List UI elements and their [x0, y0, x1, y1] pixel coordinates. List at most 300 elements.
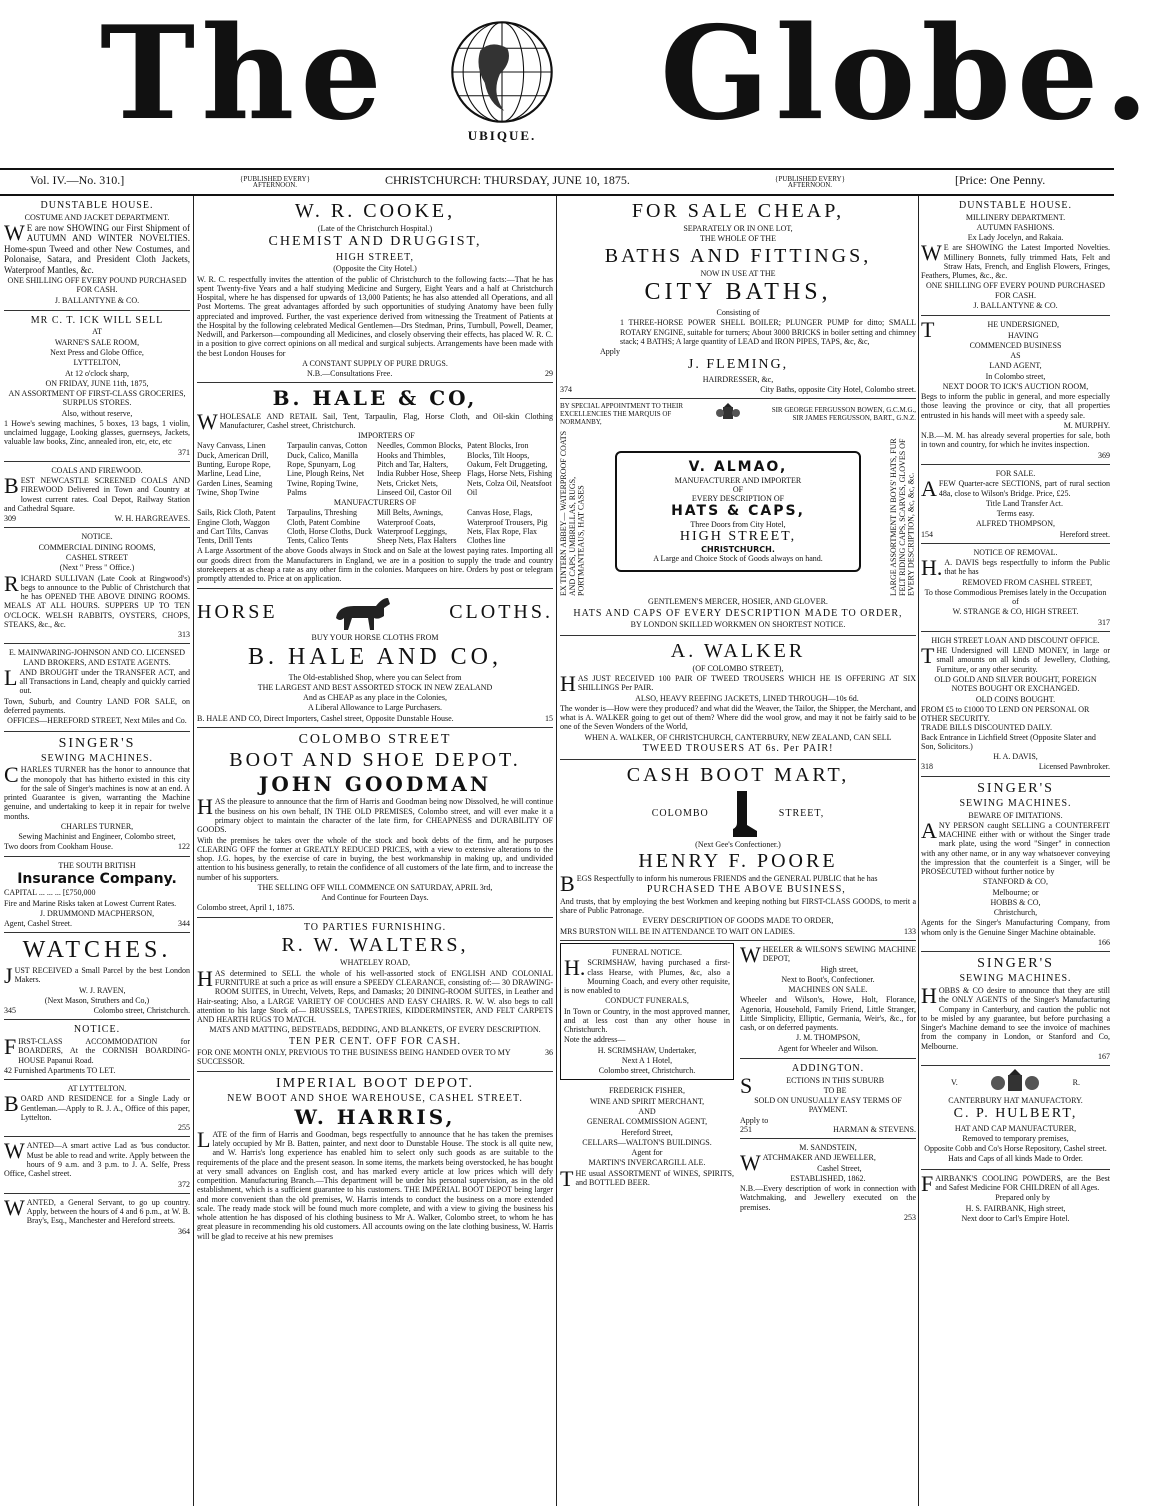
ad-line: OFFICES—HEREFORD STREET, Next Miles and Co.	[7, 716, 187, 726]
ad-title: AT LYTTELTON.	[67, 1084, 127, 1094]
ad-body: ANY PERSON caught SELLING a COUNTERFEIT MACHINE either with or without the Singer trade mark plate, using the word "Singer" in connection with any other name, or in any way whatsoever conveying the impression that the counterfeit is a Singer, will be PROSECUTED without further notice by	[921, 817, 1110, 877]
ad-footer	[921, 762, 1110, 771]
ad-number: 345	[4, 1006, 16, 1016]
ad-list	[197, 441, 553, 497]
ad-line: BY SPECIAL APPOINTMENT TO THEIR EXCELLENCIES THE MARQUIS OF NORMANBY,	[560, 402, 684, 427]
ad-signature: CHARLES TURNER,	[60, 821, 134, 831]
ad-line: Removed to temporary premises,	[962, 1133, 1069, 1143]
ad-body: The wonder is—How were they produced? and what did the Weaver, the Tailor, the Shipper, the Merchant, and what is A. WALKER going to get out of them? Where did the wool grow, and may it not be fairly said to be one of the Seven Wonders of the World,	[560, 703, 916, 732]
ad-title: SINGER'S	[977, 780, 1054, 796]
ad-wheeler-wilson	[740, 941, 916, 1059]
ad-name: C. P. HULBERT,	[953, 1106, 1078, 1122]
ad-sandstein	[740, 1139, 916, 1226]
ad-subtitle: SEWING MACHINES.	[959, 797, 1072, 809]
ad-number: 309	[4, 514, 16, 524]
ad-number: 29	[545, 369, 553, 379]
column-rule	[193, 196, 194, 1506]
ad-line: MACHINES ON SALE.	[788, 985, 868, 995]
ad-line: (Next Gee's Confectioner.)	[695, 839, 781, 849]
ad-title: HIGH STREET LOAN AND DISCOUNT OFFICE.	[931, 635, 1100, 645]
masthead-title-right: Globe.	[660, 0, 1155, 149]
ad-dunstable-millinery	[921, 196, 1110, 316]
ad-line: CASHEL STREET	[65, 553, 129, 563]
ad-subtitle: NEW BOOT AND SHOE WAREHOUSE, CASHEL STREET.	[227, 1092, 523, 1104]
ad-line: Cashel Street,	[817, 1163, 862, 1173]
ad-line: High street,	[820, 964, 859, 974]
ad-footer	[4, 919, 190, 928]
ad-horse-cloths	[197, 589, 553, 727]
ad-number: 317	[1098, 617, 1110, 627]
ad-signature: J. M. THOMPSON,	[795, 1033, 861, 1043]
ad-line: OF	[732, 484, 744, 494]
ad-line: BEWARE OF IMITATIONS.	[968, 810, 1063, 820]
globe-icon	[448, 18, 556, 126]
ad-line: GENTLEMEN'S MERCER, HOSIER, AND GLOVER.	[648, 597, 828, 607]
ad-title: FOR SALE.	[995, 468, 1036, 478]
ad-body: Wheeler and Wilson's, Howe, Holt, Florance, Agenoria, Household, Family Friend, Little Stranger, Little Simplicity, Elliptic, Germania, Weir's, &c., for cash, or on deferred payments.	[740, 995, 916, 1033]
ad-number: 313	[178, 630, 190, 640]
ad-body: Town, Suburb, and Country LAND FOR SALE, on deferred payments.	[4, 696, 190, 715]
ad-line: Apply	[600, 347, 620, 357]
ad-line: To those Commodious Premises lately in the Occupation of	[924, 587, 1107, 607]
ad-line: WINE AND SPIRIT MERCHANT,	[589, 1096, 705, 1106]
ad-line: BUY YOUR HORSE CLOTHS FROM	[311, 633, 439, 643]
ad-line: Next to Boot's, Confectioner.	[781, 974, 875, 984]
ad-line: THE WHOLE OF THE	[700, 234, 776, 244]
ad-for-sale-sections	[921, 465, 1110, 544]
ad-body: BOARD AND RESIDENCE for a Single Lady or Gentleman.—Apply to R. J. A., Office of this paper, Lyttelton.	[4, 1091, 190, 1122]
ad-number: 253	[904, 1212, 916, 1222]
ad-list-column: Canvas Hose, Flags, Waterproof Trousers, Pig Nets, Flax Rope, Flax Clothes line	[467, 508, 548, 546]
ad-title: WATCHES.	[22, 937, 172, 964]
ad-boarding	[4, 1020, 190, 1080]
ad-fairbank	[921, 1170, 1110, 1228]
ad-title: DUNSTABLE HOUSE.	[959, 200, 1072, 211]
ad-body: HOBBS & CO desire to announce that they are still the ONLY AGENTS of the Singer's Manufacturing Company in Canterbury, and caution the public not to be misled by any guarantee, but before purchasing a Singer's Machine demand to see the invoice of machines from the company in London, or Stanford and Co, Melbourne.	[921, 983, 1110, 1051]
ad-line: CHRISTCHURCH.	[701, 545, 775, 555]
ad-signature: W. J. RAVEN,	[79, 985, 126, 995]
ad-body: WATCHMAKER AND JEWELLER,	[740, 1150, 876, 1176]
ad-line: (Late of the Christchurch Hospital.)	[317, 224, 433, 234]
published-note-left: {PUBLISHED EVERY} AFTERNOON.	[240, 175, 310, 190]
ad-line: City Baths, opposite City Hotel, Colombo street.	[760, 384, 916, 394]
ad-footer	[197, 1048, 553, 1067]
ad-dunstable-costume	[4, 196, 190, 311]
hat-icon	[615, 451, 861, 571]
ad-line: HAIRDRESSER, &c,	[702, 374, 774, 384]
ad-signature: STANFORD & CO,	[983, 877, 1048, 887]
ad-line: And as CHEAP as any place in the Colonies,	[303, 693, 447, 703]
ad-line: HATS AND CAPS OF EVERY DESCRIPTION MADE TO ORDER,	[573, 607, 903, 619]
ad-line: Opposite Cobb and Co's Horse Repository, Cashel street.	[924, 1144, 1107, 1154]
ad-line: (Next Mason, Struthers and Co,)	[44, 995, 150, 1005]
ad-line: Title Land Transfer Act.	[985, 498, 1063, 508]
ad-title-right: STREET,	[778, 807, 825, 819]
ad-hulbert	[921, 1066, 1110, 1170]
ad-line: (Next " Press " Office.)	[59, 563, 135, 573]
ad-name: HENRY F. POORE	[638, 849, 838, 872]
ad-insurance	[4, 857, 190, 934]
ad-number: 371	[178, 447, 190, 457]
ad-line: A Large and Choice Stock of Goods always on hand.	[653, 554, 823, 564]
ad-title: THE UNDERSIGNED,	[921, 317, 1059, 343]
ad-footer	[740, 1125, 916, 1134]
masthead-motto: UBIQUE.	[467, 128, 537, 143]
ad-line: HIGH STREET,	[679, 528, 797, 544]
ad-footer	[560, 927, 916, 936]
ad-line: BY LONDON SKILLED WORKMEN ON SHORTEST NOTICE.	[630, 620, 846, 630]
ad-title: FREDERICK FISHER,	[608, 1086, 685, 1096]
ad-city-baths	[560, 196, 916, 399]
ad-body: CHARLES TURNER has the honor to announce that the monopoly that has hitherto existed in this city for the sale of Singer's machines is now at an end. A printed Guarantee is given, warranting the Machine genuine, and undertaking to keep it in repair for twelve months.	[4, 762, 190, 821]
ad-list-column: Patent Blocks, Iron Blocks, Tilt Hoops, Oakum, Felt Druggeting, Flags, Horse Nets, Fishing Nets, Colza Oil, Neatsfoot Oil	[467, 441, 553, 497]
ad-singer-turner	[4, 732, 190, 857]
ad-line: Melbourne; or	[992, 887, 1039, 897]
ad-line: LAND AGENT,	[989, 361, 1042, 371]
ad-line: AUTUMN FASHIONS.	[976, 222, 1055, 232]
ad-body: WHOLESALE AND RETAIL Sail, Tent, Tarpaulin, Flag, Horse Cloth, and Oil-skin Clothing Manufacturer, Cashel street, Christchurch.	[197, 408, 553, 434]
ad-line: MANUFACTURERS OF	[333, 498, 417, 508]
ad-line: TO BE	[823, 1085, 847, 1095]
ad-title: FUNERAL NOTICE.	[612, 948, 682, 958]
column-rule	[918, 196, 919, 1506]
ad-header	[560, 402, 916, 426]
dateline	[0, 168, 1114, 196]
ad-body: HAS the pleasure to announce that the firm of Harris and Goodman being now Dissolved, he will continue the business on his own behalf, IN THE OLD PREMISES, Colombo street, and will ever make it a primary object to maintain the character of the late firm, for CHEAPNESS and DURABILITY OF GOODS.	[197, 794, 553, 835]
ad-line: TRADE BILLS DISCOUNTED DAILY.	[921, 723, 1053, 733]
ad-title: NOTICE.	[73, 1024, 121, 1036]
ad-number: 167	[1098, 1051, 1110, 1061]
ad-line: ON FRIDAY, JUNE 11th, 1875,	[45, 378, 149, 388]
ad-body: WANTED, a General Servant, to go up country. Apply, between the hours of 4 and 6 p.m., at W. B. Bray's, Esq., Manchester and Hereford streets.	[4, 1194, 190, 1226]
ad-number: 122	[178, 842, 190, 852]
ad-subtitle: COSTUME AND JACKET DEPARTMENT.	[24, 212, 170, 222]
ad-body: FAIRBANK'S COOLING POWDERS, are the Best and Safest Medicine FOR CHILDREN of all Ages.	[921, 1170, 1110, 1196]
ad-line: Prepared only by	[995, 1193, 1050, 1203]
published-note-right: {PUBLISHED EVERY} AFTERNOON.	[775, 175, 845, 190]
ad-title: DUNSTABLE HOUSE.	[40, 200, 154, 211]
column-2	[197, 196, 553, 1506]
ad-number: 255	[178, 1123, 190, 1133]
ad-line: EVERY DESCRIPTION OF	[691, 494, 785, 504]
masthead-title-left: The	[100, 0, 388, 149]
ad-footer	[4, 842, 190, 851]
ad-line: AND	[638, 1107, 656, 1116]
ad-line: The Old-established Shop, where you can Select from	[288, 672, 462, 682]
ad-subtitle: CITY BATHS,	[644, 279, 832, 306]
ad-title: V. ALMAO,	[688, 459, 788, 476]
column-1	[4, 196, 190, 1506]
ad-body: W. R. C. respectfully invites the attention of the public of Christchurch to the following facts:—That he has spent Twenty-five Years and a half studying Medicine and Surgery, Eight Years and a half at Christchurch Hospital, where he has dispensed for upwards of 13,000 Patients; he has also attended all Operations, and all Post Mortems. The great advantages afforded by such opportunities of studying Anatomy have been fully appreciated and improved. Further, the vast experience derived from witnessing the Treatment of Patients at the Hospital by the following celebrated Medical Gentlemen—Drs Stedman, Prins, Turnbull, Powell, Deamer, Nedwill, and Parkerson—compounding all Medicines, and closely observing their effects, has placed W. R. C. in a position to give correct opinions on all medical and surgical subjects. Arrangements have been made with the best London Houses for	[197, 274, 553, 358]
ad-subtitle: BOOT AND SHOE DEPOT.	[229, 749, 521, 772]
ad-hat-layout	[560, 426, 916, 596]
ad-title: FOR SALE CHEAP,	[631, 200, 845, 222]
ad-line: A Liberal Allowance to Large Purchasers.	[307, 703, 443, 713]
ad-number: 364	[178, 1226, 190, 1236]
ad-body: WANTED—A smart active Lad as 'bus conductor. Must be able to read and write. Apply between the hours of 9 a.m. and 3 p.m. to J. A. Selfe, Press Office, Cashel street.	[4, 1138, 190, 1179]
ad-line: HIGH STREET,	[336, 251, 414, 263]
ad-line: ALSO, HEAVY REEFING JACKETS, LINED THROUGH—10s 6d.	[635, 693, 859, 703]
price: [Price: One Penny.	[955, 173, 1046, 187]
ad-title: A. WALKER	[670, 639, 806, 662]
ad-line: REMOVED FROM CASHEL STREET,	[962, 577, 1093, 587]
ad-line: Sewing Machinist and Engineer, Colombo street,	[18, 832, 176, 842]
ad-line: AN ASSORTMENT OF FIRST-CLASS GROCERIES, SURPLUS STORES.	[8, 389, 186, 408]
ad-line: CONDUCT FUNERALS,	[605, 996, 689, 1006]
ad-line: Two doors from Cookham House.	[4, 842, 113, 852]
ad-list	[197, 508, 553, 545]
ad-wanted-lad	[4, 1137, 190, 1193]
ad-line: HAT AND CAP MANUFACTURER,	[954, 1123, 1077, 1133]
ad-imperial-boot	[197, 1072, 553, 1246]
ad-singer-hobbs	[921, 952, 1110, 1066]
ad-body: H.SCRIMSHAW, having purchased a first-class Hearse, with Plumes, &c, also a Mourning Coach, and every other requisite, is now enabled to	[564, 955, 730, 996]
column-rule	[556, 196, 557, 1506]
ad-signature: J. BALLANTYNE & CO.	[54, 295, 140, 305]
ad-footer	[4, 514, 190, 523]
column-4	[921, 196, 1110, 1506]
ad-subtitle: SEWING MACHINES.	[959, 973, 1072, 985]
royal-arms-icon	[715, 403, 741, 425]
ad-line: Hereford street.	[1059, 529, 1110, 539]
ad-cash-boot-mart	[560, 760, 916, 941]
ad-title: IMPERIAL BOOT DEPOT.	[275, 1075, 475, 1091]
ad-row-left	[560, 941, 734, 1226]
ad-number: 374	[560, 384, 572, 394]
ad-body: 1 THREE-HORSE POWER SHELL BOILER; PLUNGER PUMP for ditto; SMALL ROTARY ENGINE, suitable for turners; About 3000 BRICKS in boiler setting and chimney stack; 4 BATHS; A large quantity of LEAD and IRON PIPES, TAPS, &c, &c,	[620, 318, 916, 346]
ad-list-column: Tarpaulins, Threshing Cloth, Patent Combine Cloth, Horse Cloths, Duck Tents, Calico Tents	[287, 508, 373, 546]
ad-line: Colombo street, April 1, 1875.	[197, 903, 295, 913]
ad-name: JOHN GOODMAN	[258, 772, 492, 797]
ad-line: A CONSTANT SUPPLY OF PURE DRUGS.	[302, 358, 448, 368]
ad-line: Also, without reserve,	[61, 408, 133, 418]
ad-wanted-servant	[4, 1194, 190, 1240]
ad-line: THE LARGEST AND BEST ASSORTED STOCK IN NEW ZEALAND	[257, 682, 493, 692]
ad-signature: HOBBS & CO,	[990, 897, 1041, 907]
ad-line: Consisting of	[716, 308, 760, 317]
ad-number: 318	[921, 762, 933, 772]
ad-loan-office	[921, 632, 1110, 777]
ad-body: In Town or Country, in the most approved manner, and at less cost than any other house in Christchurch.	[564, 1006, 730, 1035]
ad-title: W. R. COOKE,	[294, 200, 456, 222]
ad-line: FOR ONE MONTH ONLY, PREVIOUS TO THE BUSINESS BEING HANDED OVER TO MY SUCCESSOR.	[197, 1048, 511, 1067]
ad-number: 166	[1098, 937, 1110, 947]
ad-fisher	[560, 1082, 734, 1192]
ad-footer	[197, 369, 553, 378]
ad-body: AFEW Quarter-acre SECTIONS, part of rural section 48a, close to Wilson's Bridge. Price, £25.	[921, 476, 1110, 502]
ad-body: H.A. DAVIS begs respectfully to inform the Public that he has	[921, 555, 1110, 581]
ad-body: WE are now SHOWING our First Shipment of AUTUMN AND WINTER NOVELTIES. Home-spun Tweed and other New Costumes, and Polonaise, Satara, and President Cloth Jackets, Waterproof Mantles, &c.	[4, 219, 190, 275]
ad-line: (OF COLOMBO STREET),	[692, 663, 784, 673]
column-3	[560, 196, 916, 1506]
ad-line: NEXT DOOR TO ICK'S AUCTION ROOM,	[942, 381, 1089, 391]
ad-body: WE are SHOWING the Latest Imported Novelties. Millinery Bonnets, fully trimmed Hats, Felt and Straw Hats, French, and English Flowers, Fringes, Feathers, Plumes, &c., &c.	[921, 240, 1110, 281]
ad-body: N.B.—Every description of work in connection with Watchmaking, and Jewellery executed on the premises.	[740, 1184, 916, 1212]
ad-line: SEPARATELY OR IN ONE LOT,	[683, 224, 793, 234]
ad-line: THE SELLING OFF WILL COMMENCE ON SATURDAY, APRIL 3rd,	[257, 882, 493, 892]
ad-watches	[4, 933, 190, 1020]
ad-signature: J. BALLANTYNE & CO.	[973, 300, 1058, 310]
ad-line: ONE SHILLING OFF EVERY POUND PURCHASED FOR CASH.	[925, 281, 1106, 300]
ad-line: AS	[1010, 351, 1021, 361]
ad-line: OLD GOLD AND SILVER BOUGHT, FOREIGN NOTES BOUGHT OR EXCHANGED.	[934, 675, 1097, 694]
ad-title-right: CLOTHS.	[449, 600, 553, 623]
ad-line: Apply to	[740, 1115, 769, 1125]
ad-line: MRS BURSTON WILL BE IN ATTENDANCE TO WAIT ON LADIES.	[560, 926, 795, 936]
ad-number: 369	[1098, 450, 1110, 460]
ad-number: 251	[740, 1124, 752, 1134]
ad-subtitle: BATHS AND FITTINGS,	[604, 244, 872, 267]
boot-icon	[729, 789, 759, 839]
ad-body: Fire and Marine Risks taken at Lowest Current Rates.	[4, 898, 177, 908]
ad-line: Note the address—	[564, 1035, 626, 1045]
ad-number: 344	[178, 919, 190, 929]
ad-title: Insurance Company.	[17, 871, 177, 888]
ad-ick-auction	[4, 311, 190, 462]
ad-subtitle: SEWING MACHINES.	[40, 752, 154, 764]
ad-line: EVERY DESCRIPTION OF GOODS MADE TO ORDER,	[642, 916, 834, 926]
ad-funeral	[560, 943, 734, 1080]
ad-title: COALS AND FIREWOOD.	[51, 465, 143, 475]
ad-body: A Large Assortment of the above Goods always in Stock and on Sale at the lowest paying rates. Importing all our goods direct from the Manufacturers in England, we are in a position to supply the trade and country storekeepers at as cheap a rate as any other firm in the colonies. Marquees on hire. Orders by post or telegram promptly attended to. Price at on application.	[197, 546, 553, 584]
ad-line: Next A 1 Hotel,	[621, 1055, 673, 1065]
ad-line: 42 Furnished Apartments TO LET.	[4, 1065, 116, 1075]
ad-line: GENERAL COMMISSION AGENT,	[586, 1117, 708, 1127]
ad-line: In Colombo street,	[985, 371, 1046, 381]
ad-number: 36	[545, 1048, 553, 1058]
ad-title: NOTICE OF REMOVAL.	[973, 547, 1058, 557]
ad-murphy	[921, 316, 1110, 465]
ad-footer	[4, 1006, 190, 1015]
ad-line: At 12 o'clock sharp,	[64, 368, 130, 378]
ad-list-column: Navy Canvass, Linen Duck, American Drill, Bunting, Europe Rope, Marline, Lead Line, Garden Lines, Seaming Twine, Shop Twine	[197, 441, 273, 497]
ad-line: ESTABLISHED, 1862.	[790, 1173, 866, 1183]
ad-title-left: HORSE	[197, 600, 278, 623]
ad-addington	[740, 1059, 916, 1139]
ad-walker	[560, 636, 916, 761]
ad-line: R.	[1072, 1077, 1080, 1087]
ad-line: Licensed Pawnbroker.	[1038, 762, 1110, 772]
ad-line: Hats and Caps of all kinds Made to Order.	[948, 1154, 1083, 1164]
ad-line: HAVING	[1007, 330, 1039, 340]
ad-body: HAS determined to SELL the whole of his well-assorted stock of ENGLISH AND COLONIAL FURNITURE at such a price as will ensure a SPEEDY CLEARANCE, consisting of:— 30 DRAWING-ROOM SUITES, in Utrecht, Velvets, Reps, and Damasks; 20 DINING-ROOM SUITES, in Leather and Hair-seating; Also, a LARGE VARIETY OF COUCHES AND EASY CHAIRS. R. W. W. also begs to call attention to his large Stock of— BRUSSELS, TAPESTRIES, KIDDERMINSTER, AND FELT CARPETS AND HEARTH RUGS TO MATCH.	[197, 965, 553, 1025]
ad-lyttelton	[4, 1080, 190, 1137]
ad-title: B. HALE & CO,	[272, 386, 478, 411]
ad-number: 15	[545, 713, 553, 723]
ad-title: NOTICE.	[81, 532, 113, 542]
ad-hale	[197, 383, 553, 589]
ad-line: Next Press and Globe Office,	[50, 347, 144, 357]
ad-header	[560, 789, 916, 839]
ad-body: BEGS Respectfully to inform his numerous FRIENDS and the GENERAL PUBLIC that he has	[560, 871, 878, 897]
ad-body: HAS JUST RECEIVED 100 PAIR OF TWEED TROUSERS WHICH HE IS OFFERING AT SIX SHILLINGS Per PAIR.	[560, 671, 916, 696]
ad-header	[197, 592, 553, 632]
ad-line: Colombo street, Christchurch.	[598, 1066, 696, 1076]
ad-side-text: EX TINTERN ABBEY— WATERPROOF COATS AND CAPS, UMBRELLAS, RUGS, PORTMANTEAUS, HAT CASES	[559, 431, 586, 597]
ad-title: COLOMBO STREET	[298, 731, 452, 747]
ad-title: MR C. T. ICK WILL SELL	[30, 314, 164, 326]
ad-signature: H. S. FAIRBANK, High street,	[965, 1203, 1066, 1213]
ad-line: MANUFACTURER AND IMPORTER	[674, 475, 802, 485]
ad-signature: W. H. HARGREAVES.	[114, 514, 190, 524]
volume-number: Vol. IV.—No. 310.]	[30, 173, 125, 187]
ad-footer	[921, 530, 1110, 539]
ad-line: TEN PER CENT. OFF FOR CASH.	[288, 1035, 462, 1047]
ad-line: CELLARS—WALTON'S BUILDINGS.	[582, 1137, 712, 1147]
ad-line: B. HALE AND CO, Direct Importers, Cashel street, Opposite Dunstable House.	[197, 713, 454, 723]
horse-icon	[328, 592, 398, 632]
ad-line: Three Doors from City Hotel,	[690, 519, 786, 529]
ad-row	[560, 941, 916, 1226]
ad-list-column: Tarpaulin canvas, Cotton Duck, Calico, Manilla Rope, Spunyarn, Log Line, Plough Reins, Net Twine, Roping Twine, Palms	[287, 441, 368, 497]
ad-line: MATS AND MATTING, BEDSTEADS, BEDDING, AND BLANKETS, OF EVERY DESCRIPTION.	[209, 1025, 541, 1035]
ad-signature: ALFRED THOMPSON,	[976, 519, 1055, 529]
ad-line: Terms easy.	[996, 509, 1035, 519]
ad-line: SIR GEORGE FERGUSSON BOWEN, G.C.M.G., SIR JAMES FERGUSSON, BART., G.N.Z.	[771, 406, 916, 423]
ad-line: MARTIN'S INVERCARGILL ALE.	[588, 1158, 706, 1168]
ad-signature: HARMAN & STEVENS.	[833, 1124, 916, 1134]
ad-list-column: Mill Belts, Awnings, Waterproof Coats, Waterproof Leggings, Sheep Nets, Flax Halters	[377, 508, 457, 546]
ad-body: FIRST-CLASS ACCOMMODATION for BOARDERS, At the CORNISH BOARDING-HOUSE Papanui Road.	[4, 1034, 190, 1065]
ad-line: Colombo street, Christchurch.	[93, 1006, 190, 1016]
ad-line: THE SOUTH BRITISH	[58, 860, 136, 870]
ad-body: Agents for the Singer's Manufacturing Company, from whom only is the Genuine Singer Machine obtainable.	[921, 918, 1110, 937]
ad-line: PURCHASED THE ABOVE BUSINESS,	[646, 884, 846, 896]
ad-line: W. STRANGE & CO, HIGH STREET.	[952, 607, 1079, 617]
ad-title-left: COLOMBO	[651, 807, 709, 819]
ad-line: COMMENCED BUSINESS	[969, 340, 1062, 350]
ad-header	[921, 1069, 1110, 1095]
ad-subtitle: HATS & CAPS,	[671, 503, 805, 520]
ad-line: IMPORTERS OF	[358, 431, 415, 441]
ad-line: Agent for Wheeler and Wilson.	[777, 1043, 879, 1053]
ad-line: COMMERCIAL DINING ROOMS,	[38, 542, 156, 552]
ad-body: 1 Howe's sewing machines, 5 boxes, 13 bags, 1 violin, unclaimed luggage, Looking glasses, guernseys, Jackets, valuable law books, Zinc, annealed iron, etc, etc, etc	[4, 418, 190, 447]
ad-line: WHEN A. WALKER, OF CHRISTCHURCH, CANTERBURY, NEW ZEALAND, CAN SELL	[584, 732, 892, 742]
ad-subtitle: MILLINERY DEPARTMENT.	[965, 212, 1066, 222]
ad-body: RICHARD SULLIVAN (Late Cook at Ringwood's) begs to announce to the Public of Christchurch that he has OPENED THE ABOVE DINING ROOMS. MEALS AT ALL HOURS. SUPPERS UP TO TEN O'CLOCK. WELSH RABBITS, OYSTERS, CHOPS, STEAKS, &c., &c.	[4, 570, 190, 629]
ad-body: SECTIONS IN THIS SUBURB	[740, 1072, 885, 1098]
ad-title: CANTERBURY HAT MANUFACTORY.	[948, 1096, 1083, 1106]
ad-row-right	[740, 941, 916, 1226]
ad-line: FROM £5 to £1000 TO LEND ON PERSONAL OR OTHER SECURITY.	[921, 704, 1090, 724]
ad-body: And trusts, that by employing the best Workmen and keeping nothing but FIRST-CLASS GOODS, to merit a share of Public Patronage.	[560, 896, 916, 916]
ad-line: NOW IN USE AT THE	[700, 268, 776, 278]
ad-list-column: Needles, Common Blocks, Hooks and Thimbles, Pitch and Tar, Halters, India Rubber Hose, Sheep Nets, Cricket Nets, Linseed Oil, Castor Oil	[377, 441, 463, 497]
ad-title: ADDINGTON.	[791, 1062, 865, 1074]
ad-title: SINGER'S	[977, 956, 1054, 972]
ad-body: LATE of the firm of Harris and Goodman, begs respectfully to announce that he has taken the premises lately occupied by Mr B. Batten, painter, and next door to Dunstable House. The stock is all quite new, and W. Harris's long experience has enabled him to select only such goods as are suitable to the requirements of the place and the present season. In some items, the markets being overstocked, he has bought at very small advances on English cost, and has marked every article at low prices which will defy competition. Manufacturing Branch.—This department will be under his personal supervision, as in the old establishment, which is a sufficient guarantee to his customers. THE IMPERIAL BOOT DEPOT being larger and more convenient than the old premises, W. Harris intends to conduct the business on a more extended scale. The ready made stock will be found much more complete, and with a view to giving the business his whole attention he has disposed of his clothing business to Mr A. Walker, Colombo street, to whom he has great pleasure in recommending his old customers. All accounts owing on the late clothing business, W. Harris will be glad to receive at his new premises	[197, 1126, 553, 1241]
ad-title: SINGER'S	[58, 735, 136, 751]
ad-line: Back Entrance in Lichfield Street (Opposite Slater and Son, Solicitors.)	[921, 732, 1096, 751]
ad-singer-beware	[921, 777, 1110, 953]
ad-name: W. HARRIS,	[294, 1104, 456, 1129]
ad-line: SOLD ON UNUSUALLY EASY TERMS OF PAYMENT.	[754, 1096, 902, 1115]
ad-subtitle: CHEMIST AND DRUGGIST,	[268, 234, 482, 250]
ad-line: LYTTELTON,	[73, 358, 121, 368]
ad-goodman	[197, 728, 553, 918]
ad-title: CASH BOOT MART,	[626, 764, 850, 787]
ad-almao	[560, 399, 916, 635]
ad-line: V.	[951, 1077, 958, 1087]
ad-title: WHEELER & WILSON'S SEWING MACHINE DEPOT,	[740, 942, 916, 968]
ad-body: THE Undersigned will LEND MONEY, in large or small amounts on all kinds of Jewellery, Clothing, Furniture, or any other security.	[921, 643, 1110, 674]
ad-line: Agent for	[631, 1148, 663, 1158]
ad-cooke	[197, 196, 553, 383]
place-date: CHRISTCHURCH: THURSDAY, JUNE 10, 1875.	[385, 173, 630, 187]
ad-body: Begs to inform the public in general, and more especially those leaving the province or city, that all properties entrusted in his hands will meet with a speedy sale.	[921, 392, 1110, 420]
ad-line: Hereford Street,	[621, 1127, 673, 1137]
